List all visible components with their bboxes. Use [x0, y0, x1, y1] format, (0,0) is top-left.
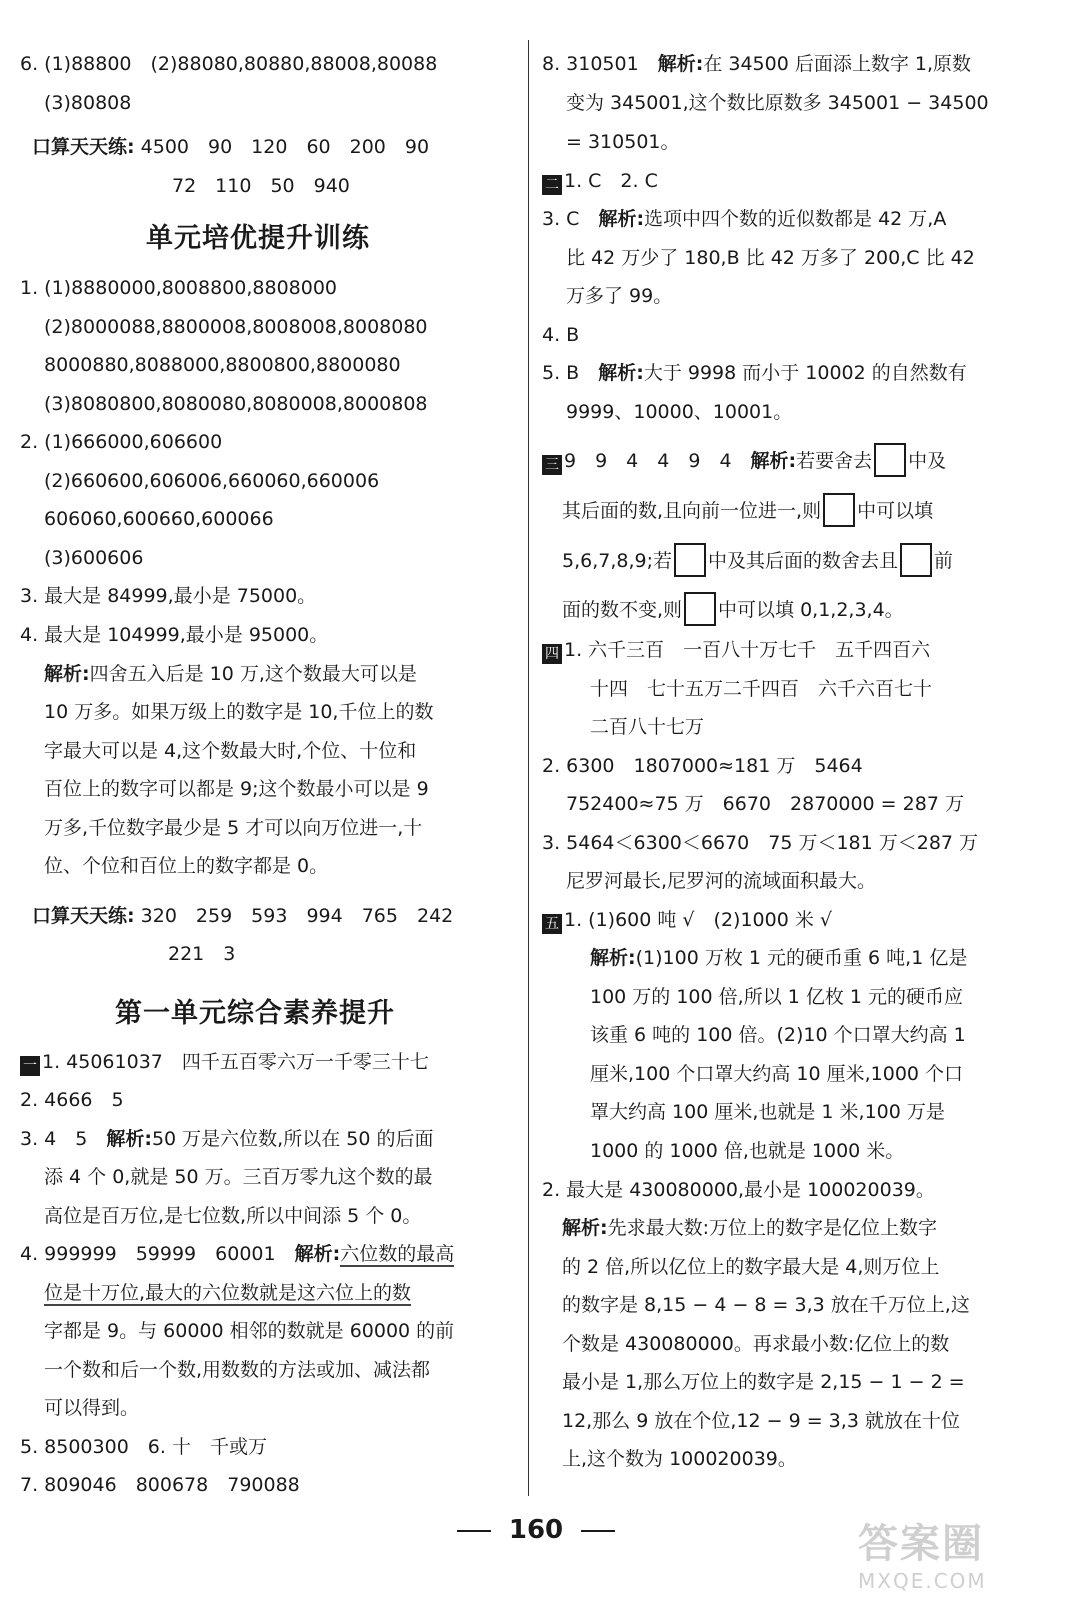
- explanation-text: 在 34500 后面添上数字 1,原数: [703, 53, 972, 75]
- answer-line: [542, 637, 930, 664]
- part-tag-icon: 二: [542, 175, 562, 195]
- explanation-text: 其后面的数,且向前一位进一,则: [562, 500, 822, 522]
- explanation-line: [562, 1215, 937, 1241]
- answer-line: 221 3: [168, 943, 236, 965]
- answer-line: 4. 最大是 104999,最小是 95000。: [20, 624, 329, 646]
- page-number: 160: [508, 1515, 564, 1545]
- answer-line: (2)660600,606006,660060,660006: [44, 470, 380, 492]
- answer-line: [542, 206, 946, 232]
- section-heading: 单元培优提升训练: [146, 223, 370, 254]
- answer-text: 8. 310501: [542, 53, 658, 75]
- explanation-label: 解析:: [590, 947, 636, 969]
- explanation-line: 的数字是 8,15 − 4 − 8 = 3,3 放在千万位上,这: [562, 1294, 970, 1316]
- explanation-label: 解析:: [657, 53, 704, 75]
- explanation-line: [562, 592, 904, 626]
- oral-practice-line: [32, 134, 429, 160]
- explanation-text: 中及: [908, 450, 947, 472]
- answer-line: 3. 5464＜6300＜6670 75 万＜181 万＜287 万: [542, 832, 979, 854]
- explanation-line: 100 万的 100 倍,所以 1 亿枚 1 元的硬币应: [590, 986, 964, 1008]
- explanation-line: 字都是 9。与 60000 相邻的数就是 60000 的前: [44, 1320, 455, 1342]
- explanation-text: (1)100 万枚 1 元的硬币重 6 吨,1 亿是: [635, 947, 968, 969]
- answer-line: [542, 443, 946, 477]
- answer-line: 2. 最大是 430080000,最小是 100020039。: [542, 1179, 935, 1201]
- explanation-line: 1000 的 1000 倍,也就是 1000 米。: [590, 1140, 905, 1162]
- part-tag-icon: 一: [20, 1056, 40, 1076]
- explanation-line: 万多了 99。: [566, 285, 673, 307]
- answer-text: 1. 六千三百 一百八十万七千 五千四百六: [564, 639, 931, 661]
- answer-line: [542, 360, 967, 386]
- part-tag-icon: 三: [542, 455, 562, 475]
- explanation-text: 先求最大数:万位上的数字是亿位上数字: [607, 1217, 938, 1239]
- answer-text: 3. 4 5: [20, 1128, 107, 1150]
- answer-text: 1. (1)600 吨 √ (2)1000 米 √: [564, 909, 832, 931]
- explanation-text: 中可以填 0,1,2,3,4。: [718, 599, 904, 621]
- answer-line: 十四 七十五万二千四百 六千六百七十: [590, 678, 933, 700]
- answer-line: [20, 1241, 454, 1267]
- explanation-label: 解析:: [598, 208, 645, 230]
- blank-box-icon: [674, 543, 706, 577]
- answer-line: 1. (1)8880000,8008800,8808000: [20, 277, 338, 299]
- explanation-label: 解析:: [106, 1128, 152, 1150]
- dash-icon: [581, 1530, 615, 1532]
- answer-line: 2. 4666 5: [20, 1089, 124, 1111]
- explanation-line: 一个数和后一个数,用数数的方法或加、减法都: [44, 1359, 431, 1381]
- answer-line: (3)80808: [44, 92, 132, 114]
- explanation-text: 选项中四个数的近似数都是 42 万,A: [644, 208, 947, 230]
- explanation-line: 该重 6 吨的 100 倍。(2)10 个口罩大约高 1: [590, 1024, 966, 1046]
- answer-line: [542, 168, 658, 195]
- answer-line: (2)8000088,8800008,8008008,8008080: [44, 316, 428, 338]
- part-tag-icon: 四: [542, 644, 562, 664]
- answer-line: [20, 1049, 429, 1076]
- blank-box-icon: [684, 592, 716, 626]
- watermark-text: 答案圈: [858, 1521, 984, 1567]
- oral-practice-line: [32, 903, 453, 929]
- answer-line: 2. 6300 1807000≈181 万 5464: [542, 755, 863, 777]
- answer-text: 4. 999999 59999 60001: [20, 1243, 295, 1265]
- answer-line: 尼罗河最长,尼罗河的流域面积最大。: [566, 870, 877, 892]
- explanation-line: 上,这个数为 100020039。: [562, 1448, 797, 1470]
- blank-box-icon: [900, 543, 932, 577]
- explanation-line: 罩大约高 100 厘米,也就是 1 米,100 万是: [590, 1101, 945, 1123]
- explanation-line: 最小是 1,那么万位上的数字是 2,15 − 1 − 2 =: [562, 1371, 965, 1393]
- explanation-text: 中可以填: [857, 500, 934, 522]
- answer-line: (3)8080800,8080080,8080008,8000808: [44, 393, 428, 415]
- explanation-line: [44, 1280, 411, 1306]
- column-divider: [528, 40, 529, 1496]
- explanation-text: 5,6,7,8,9;若: [562, 550, 673, 572]
- answer-line: 2. (1)666000,606600: [20, 431, 223, 453]
- explanation-line: 可以得到。: [44, 1397, 140, 1419]
- section-heading: 第一单元综合素养提升: [115, 998, 395, 1029]
- explanation-text: 大于 9998 而小于 10002 的自然数有: [643, 362, 967, 384]
- oral-practice-label: 口算天天练:: [32, 905, 135, 927]
- answer-line: 8000880,8088000,8800800,8800080: [44, 354, 401, 376]
- explanation-line: [590, 945, 967, 971]
- explanation-line: 个数是 430080000。再求最小数:亿位上的数: [562, 1333, 950, 1355]
- answer-line: 二百八十七万: [590, 716, 705, 738]
- answer-line: 3. 最大是 84999,最小是 75000。: [20, 585, 317, 607]
- explanation-line: 位、个位和百位上的数字都是 0。: [44, 855, 329, 877]
- answer-text: 5. B: [542, 362, 599, 384]
- explanation-line: 的 2 倍,所以亿位上的数字最大是 4,则万位上: [562, 1256, 940, 1278]
- answer-line: (3)600606: [44, 547, 144, 569]
- explanation-line: 10 万多。如果万级上的数字是 10,千位上的数: [44, 701, 434, 723]
- answer-text: 1. C 2. C: [564, 170, 658, 192]
- explanation-text: 前: [934, 550, 954, 572]
- explanation-text: 位是十万位,最大的六位数就是这六位上的数: [44, 1282, 412, 1304]
- explanation-text: 50 万是六位数,所以在 50 的后面: [151, 1128, 434, 1150]
- explanation-line: [44, 661, 417, 687]
- watermark-url: MXQE.COM: [858, 1569, 987, 1593]
- explanation-text: 四舍五入后是 10 万,这个数最大可以是: [89, 663, 417, 685]
- oral-practice-values: 320 259 593 994 765 242: [140, 905, 454, 927]
- dash-icon: [457, 1530, 491, 1532]
- answer-text: 9 9 4 4 9 4: [564, 450, 751, 472]
- answer-line: 606060,600660,600066: [44, 508, 274, 530]
- answer-line: 4. B: [542, 324, 580, 346]
- answer-line: 72 110 50 940: [172, 175, 350, 197]
- watermark-logo: [858, 1512, 1058, 1592]
- explanation-text: 若要舍去: [796, 450, 873, 472]
- explanation-text: 中及其后面的数舍去且: [708, 550, 899, 572]
- explanation-line: 12,那么 9 放在个位,12 − 9 = 3,3 就放在十位: [562, 1410, 960, 1432]
- explanation-label: 解析:: [562, 1217, 608, 1239]
- explanation-line: 9999、10000、10001。: [566, 401, 793, 423]
- explanation-line: [562, 493, 933, 527]
- explanation-line: 万多,千位数字最少是 5 才可以向万位进一,十: [44, 817, 423, 839]
- explanation-line: [562, 543, 953, 577]
- answer-line: 6. (1)88800 (2)88080,80880,88008,80088: [20, 53, 438, 75]
- explanation-line: 变为 345001,这个数比原数多 345001 − 34500: [566, 92, 989, 114]
- answer-text: 3. C: [542, 208, 599, 230]
- oral-practice-values: 4500 90 120 60 200 90: [140, 136, 430, 158]
- explanation-text: 六位数的最高: [340, 1243, 455, 1265]
- explanation-text: 面的数不变,则: [562, 599, 683, 621]
- answer-text: 1. 45061037 四千五百零六万一千零三十七: [42, 1051, 429, 1073]
- answer-line: [20, 1126, 433, 1152]
- part-tag-icon: 五: [542, 914, 562, 934]
- answer-line: 5. 8500300 6. 十 千或万: [20, 1436, 267, 1458]
- explanation-line: 百位上的数字可以都是 9;这个数最小可以是 9: [44, 778, 429, 800]
- blank-box-icon: [874, 443, 906, 477]
- explanation-line: 高位是百万位,是七位数,所以中间添 5 个 0。: [44, 1205, 422, 1227]
- explanation-line: 添 4 个 0,就是 50 万。三百万零九这个数的最: [44, 1166, 433, 1188]
- blank-box-icon: [823, 493, 855, 527]
- explanation-label: 解析:: [44, 663, 90, 685]
- explanation-line: = 310501。: [566, 131, 680, 153]
- answer-line: [542, 907, 832, 934]
- answer-line: [542, 51, 971, 77]
- explanation-line: 比 42 万少了 180,B 比 42 万多了 200,C 比 42: [566, 247, 975, 269]
- answer-line: 7. 809046 800678 790088: [20, 1474, 300, 1496]
- explanation-label: 解析:: [598, 362, 644, 384]
- answer-line: 752400≈75 万 6670 2870000 = 287 万: [566, 793, 964, 815]
- explanation-label: 解析:: [294, 1243, 341, 1265]
- explanation-label: 解析:: [750, 450, 797, 472]
- oral-practice-label: 口算天天练:: [32, 136, 135, 158]
- explanation-line: 字最大可以是 4,这个数最大时,个位、十位和: [44, 740, 417, 762]
- explanation-line: 厘米,100 个口罩大约高 10 厘米,1000 个口: [590, 1063, 964, 1085]
